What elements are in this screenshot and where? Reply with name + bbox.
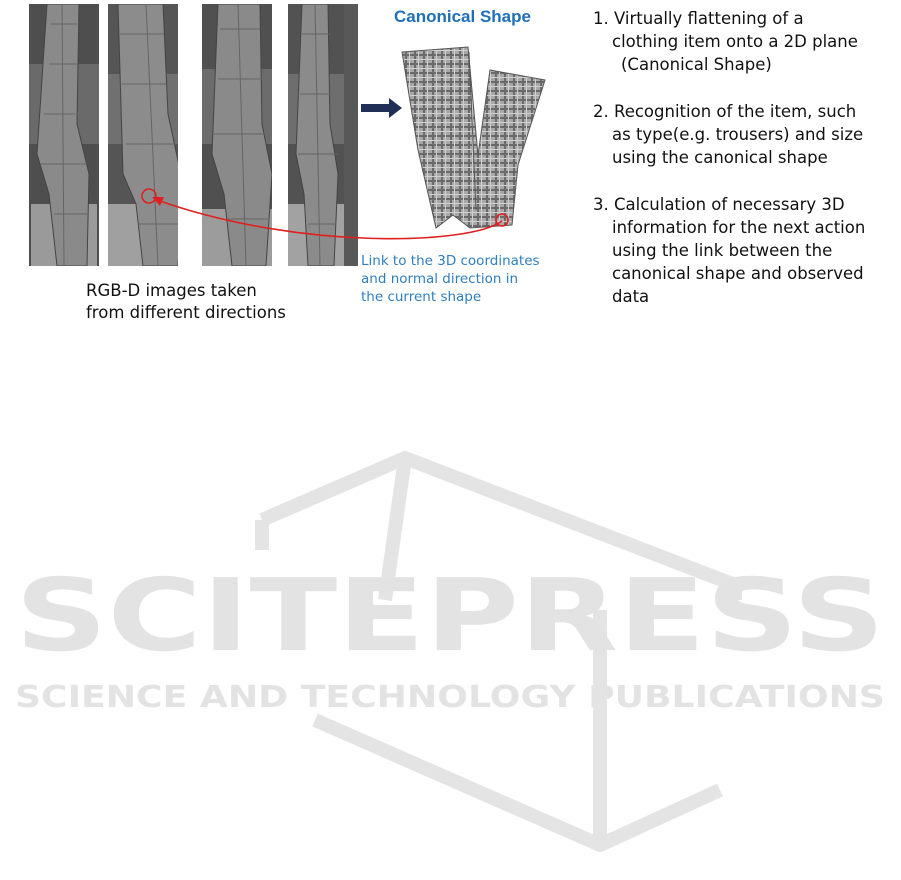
step-3	[593, 193, 893, 308]
caption-line-2: from different directions	[86, 303, 286, 322]
link-caption-line-3: the current shape	[361, 289, 482, 305]
step-2-line-2: as type(e.g. trousers) and size	[612, 125, 864, 144]
rgbd-images-caption	[86, 280, 286, 324]
step-1-line-2: clothing item onto a 2D plane	[612, 32, 858, 51]
link-caption-line-2: and normal direction in	[361, 271, 519, 287]
steps-list	[593, 7, 893, 332]
step-1-line-3: (Canonical Shape)	[621, 55, 772, 74]
watermark-sub-text: SCIENCE AND TECHNOLOGY PUBLICATIONS	[15, 680, 885, 715]
caption-line-1: RGB-D images taken	[86, 281, 257, 300]
step-3-line-1: 3. Calculation of necessary 3D	[593, 195, 845, 214]
watermark-main-text: SCITEPRESS	[15, 557, 885, 674]
link-caption	[361, 252, 540, 306]
step-1-line-1: 1. Virtually flattening of a	[593, 9, 804, 28]
step-3-line-2: information for the next action	[612, 218, 866, 237]
step-1	[593, 7, 893, 76]
link-caption-line-1: Link to the 3D coordinates	[361, 253, 540, 269]
step-2-line-3: using the canonical shape	[612, 148, 828, 167]
step-3-line-4: canonical shape and observed	[612, 264, 864, 283]
step-3-line-5: data	[612, 287, 650, 306]
right-arrow-icon	[361, 98, 402, 118]
canonical-shape-trousers	[402, 47, 545, 228]
observed-point-marker	[142, 189, 156, 203]
step-3-line-3: using the link between the	[612, 241, 833, 260]
canonical-shape-title: Canonical Shape	[394, 7, 531, 26]
step-2	[593, 100, 893, 169]
step-2-line-1: 2. Recognition of the item, such	[593, 102, 857, 121]
